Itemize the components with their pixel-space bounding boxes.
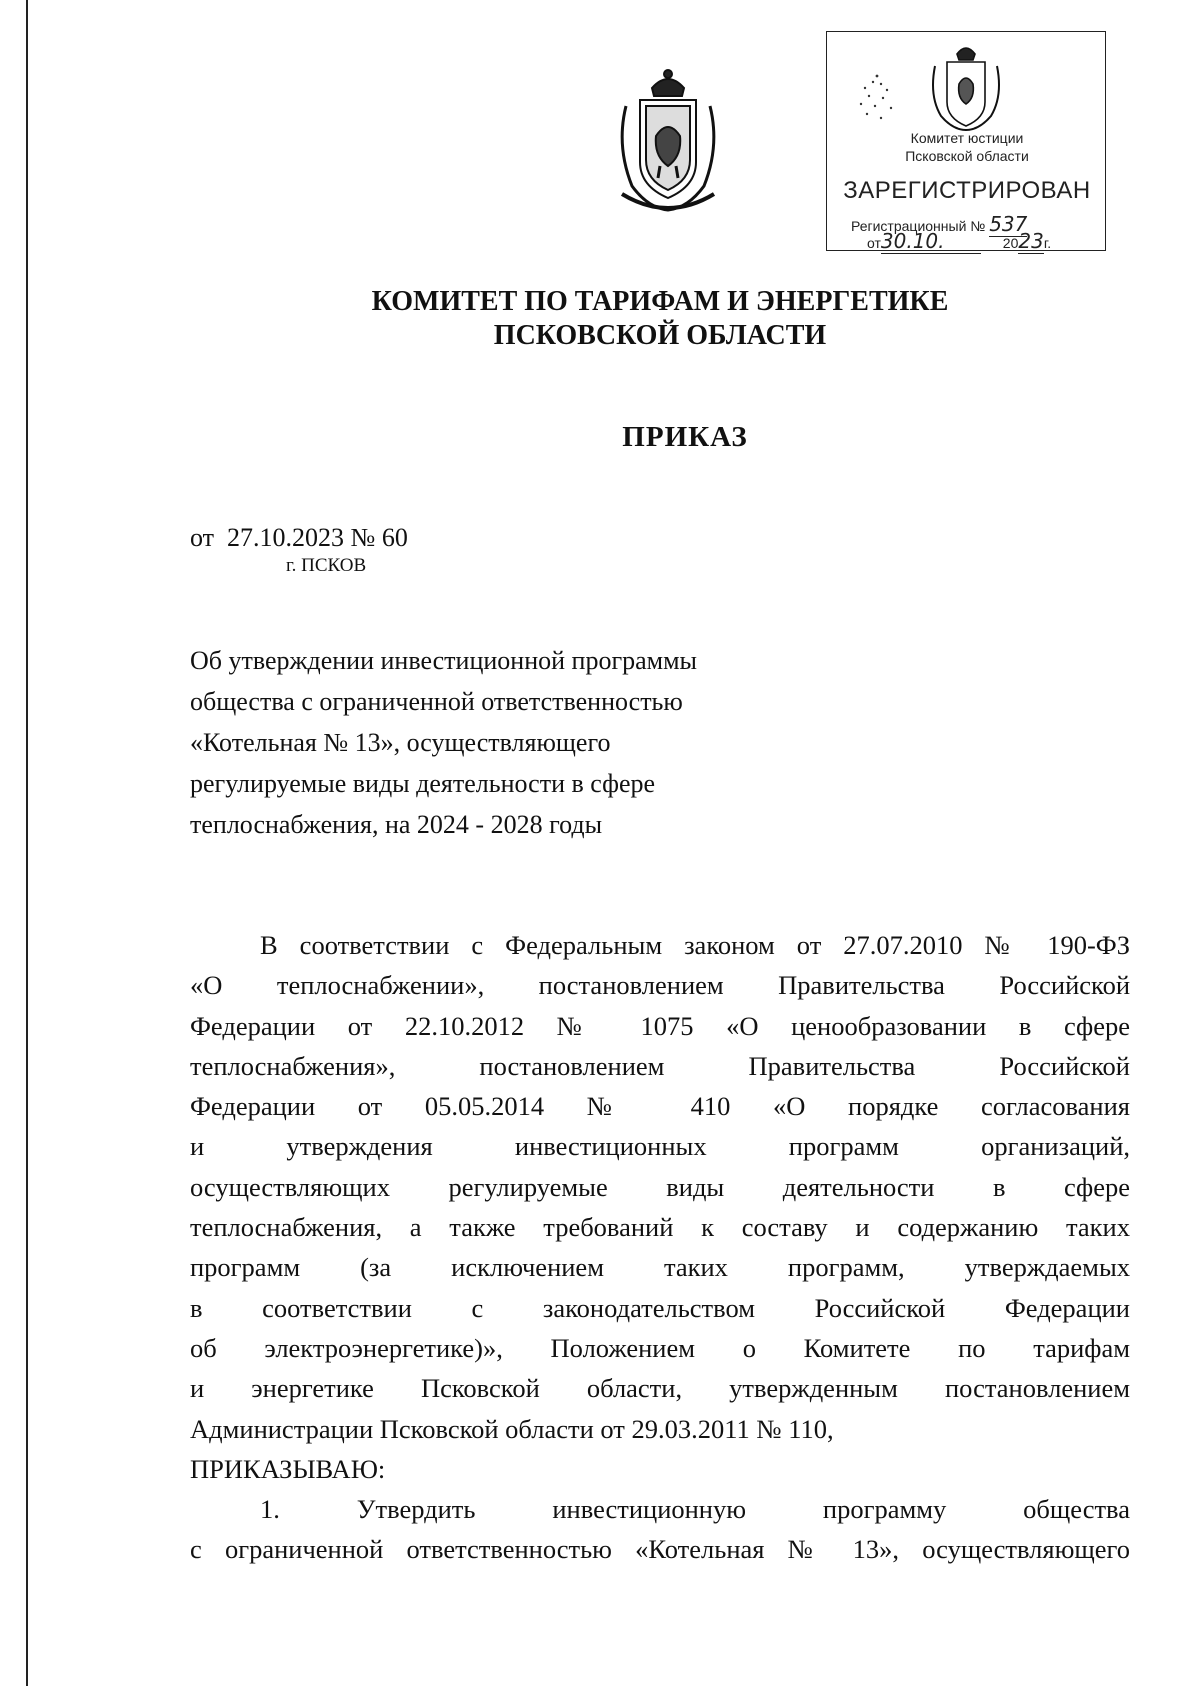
subject-line: общества с ограниченной ответственностью xyxy=(190,687,683,716)
body-line: Администрации Псковской области от 29.03.2011 № 110, xyxy=(190,1413,834,1444)
order-date-number: от 27.10.2023 № 60 xyxy=(190,523,408,552)
stamp-date-year-prefix: 20 xyxy=(1002,235,1019,251)
stamp-coat-of-arms-icon xyxy=(927,40,1005,132)
body-line: теплоснабжения, а также требований к составу и содержанию таких xyxy=(190,1212,1130,1243)
stamp-status: ЗАРЕГИСТРИРОВАН xyxy=(843,177,1091,204)
order-subject xyxy=(190,640,830,845)
body-line: Федерации от 05.05.2014 № 410 «О порядке согласования xyxy=(190,1091,1130,1122)
body-line: осуществляющих регулируемые виды деятельности в сфере xyxy=(190,1171,1130,1202)
stamp-reg-number-value: 537 xyxy=(989,212,1028,236)
stamp-dots-decoration xyxy=(847,72,907,122)
body-line: Федерации от 22.10.2012 № 1075 «О ценообразовании в сфере xyxy=(190,1010,1130,1041)
page-edge-rule xyxy=(26,0,28,1686)
stamp-org-line-1: Комитет юстиции xyxy=(910,130,1024,146)
registration-stamp xyxy=(826,31,1106,251)
stamp-reg-number-label: Регистрационный № xyxy=(851,218,986,234)
body-line: и энергетике Псковской области, утвержденным постановлением xyxy=(190,1373,1130,1404)
stamp-date-day-month: 30.10. xyxy=(881,229,981,254)
stamp-reg-date xyxy=(867,229,1051,254)
body-line: 1. Утвердить инвестиционную программу общества xyxy=(260,1494,1130,1525)
order-body-text xyxy=(190,925,1130,1570)
body-line: с ограниченной ответственностью «Котельная № 13», осуществляющего xyxy=(190,1534,1130,1565)
subject-line: Об утверждении инвестиционной программы xyxy=(190,646,698,675)
stamp-date-year-suffix: 23 xyxy=(1018,229,1044,253)
body-line: В соответствии с Федеральным законом от 27.07.2010 № 190-ФЗ xyxy=(260,930,1130,960)
body-line: в соответствии с законодательством Российской Федерации xyxy=(190,1292,1130,1323)
order-city: г. ПСКОВ xyxy=(286,555,367,576)
subject-line: регулируемые виды деятельности в сфере xyxy=(190,769,656,798)
order-directive: ПРИКАЗЫВАЮ: xyxy=(190,1453,386,1484)
body-line: и утверждения инвестиционных программ организаций, xyxy=(190,1131,1130,1162)
stamp-org-line-2: Псковской области xyxy=(905,148,1029,164)
committee-title-line-2: ПСКОВСКОЙ ОБЛАСТИ xyxy=(493,320,827,351)
body-line: программ (за исключением таких программ, утверждаемых xyxy=(190,1252,1130,1283)
subject-line: теплоснабжения, на 2024 - 2028 годы xyxy=(190,810,603,839)
committee-title-line-1: КОМИТЕТ ПО ТАРИФАМ И ЭНЕРГЕТИКЕ xyxy=(371,286,949,317)
stamp-date-g: г. xyxy=(1043,235,1052,251)
body-line: об электроэнергетике)», Положением о Комитете по тарифам xyxy=(190,1332,1130,1363)
body-line: «О теплоснабжении», постановлением Правительства Российской xyxy=(190,970,1130,1001)
stamp-date-prefix: от xyxy=(867,235,881,251)
subject-line: «Котельная № 13», осуществляющего xyxy=(190,728,611,757)
document-type-heading: ПРИКАЗ xyxy=(622,421,748,453)
body-line: теплоснабжения», постановлением Правительства Российской xyxy=(190,1050,1130,1081)
coat-of-arms-icon xyxy=(612,66,724,216)
